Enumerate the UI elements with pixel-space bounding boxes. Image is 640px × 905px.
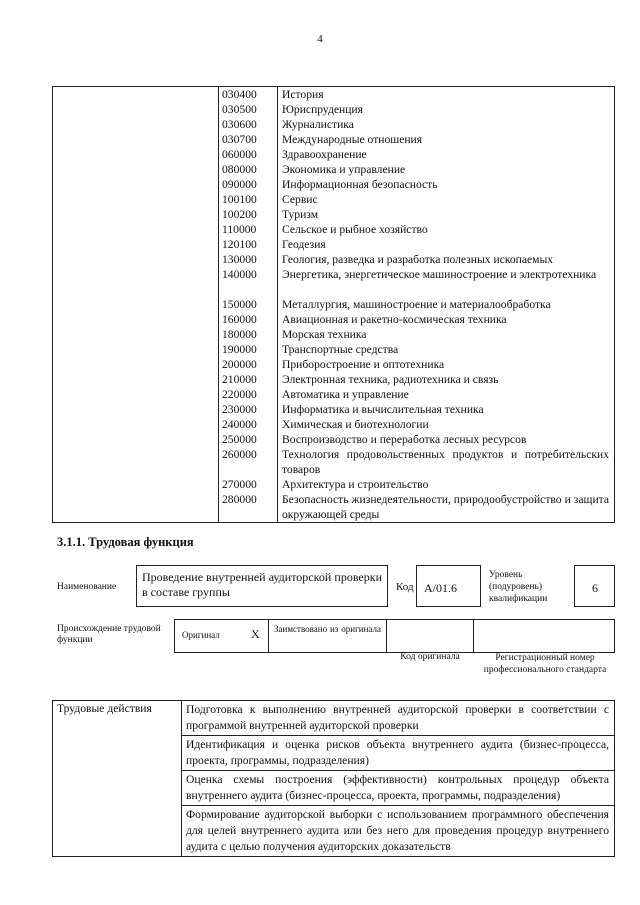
specialty-code: 100100 [222,193,257,206]
specialty-name: Воспроизводство и переработка лесных ресурсов [282,433,527,446]
labor-actions-header: Трудовые действия [53,701,182,857]
specialty-code: 150000 [222,298,257,311]
specialty-name: Информатика и вычислительная техника [282,403,484,416]
specialty-code: 210000 [222,373,257,386]
specialty-name: Технология продовольственных продуктов и потребительских товаров [282,448,609,476]
specialties-table [52,86,615,523]
specialty-code: 190000 [222,343,257,356]
specialty-name: Геодезия [282,238,326,251]
specialty-name: Здравоохранение [282,148,367,161]
original-mark: X [251,627,260,641]
section-heading: 3.1.1. Трудовая функция [57,535,194,549]
level-label: Уровень (подуровень) квалификации [489,570,548,604]
specialty-code: 270000 [222,478,257,491]
labor-action: Оценка схемы построения (эффективности) контрольных процедур объекта внутреннего аудита (бизнес-процесса, проекта, программы, подразделения) [182,771,615,806]
specialty-code: 120100 [222,238,257,251]
specialty-code: 030400 [222,88,257,101]
specialty-name: Авиационная и ракетно-космическая техника [282,313,507,326]
specialty-code: 060000 [222,148,257,161]
specialty-code: 240000 [222,418,257,431]
origin-code-cell [386,619,474,653]
page-number: 4 [317,33,323,45]
labor-actions-table [52,700,615,857]
specialty-code: 030500 [222,103,257,116]
specialty-code: 080000 [222,163,257,176]
labor-action: Идентификация и оценка рисков объекта внутреннего аудита (бизнес-процесса, проекта, программы, подразделения) [182,736,615,771]
specialty-name: Безопасность жизнедеятельности, природообустройство и защита окружающей среды [282,493,609,521]
specialty-code: 180000 [222,328,257,341]
specialty-code: 090000 [222,178,257,191]
specialty-name: Электронная техника, радиотехника и связь [282,373,499,386]
specialty-name: Автоматика и управление [282,388,409,401]
specialty-name: Международные отношения [282,133,423,146]
specialty-code: 250000 [222,433,257,446]
specialty-name: Сельское и рыбное хозяйство [282,223,428,236]
level-value: 6 [574,565,615,607]
specialty-name: Геология, разведка и разработка полезных ископаемых [282,253,554,266]
borrowed-cell: Заимствовано из оригинала [268,619,387,653]
reg-number-cell [473,619,615,653]
code-label: Код [396,581,414,593]
specialty-code: 030700 [222,133,257,146]
empty-cell [53,87,219,523]
specialty-name: Энергетика, энергетическое машиностроение и электротехника [282,268,597,281]
specialty-name: Архитектура и строительство [282,478,429,491]
specialty-code: 140000 [222,268,257,281]
specialty-name: Приборостроение и оптотехника [282,358,445,371]
specialty-name: Журналистика [282,118,354,131]
specialty-code: 260000 [222,448,257,461]
labor-action: Формирование аудиторской выборки с использованием программного обеспечения для целей внутреннего аудита или без него для проведения процедур внутреннего аудита с целью получения аудиторских доказательств [182,806,615,857]
specialty-name: Химическая и биотехнологии [282,418,429,431]
specialty-name: Транспортные средства [282,343,399,356]
name-label: Наименование [57,582,117,592]
original-cell [174,619,269,653]
specialty-code: 280000 [222,493,257,506]
specialty-code: 110000 [222,223,257,236]
origin-label: Происхождение трудовой функции [57,624,161,645]
specialty-name: Информационная безопасность [282,178,438,191]
name-value: Проведение внутренней аудиторской проверки в составе группы [136,565,388,607]
specialty-code: 030600 [222,118,257,131]
specialty-name: Туризм [282,208,319,221]
table-row [53,701,615,736]
code-value: А/01.6 [416,565,481,607]
labor-action: Подготовка к выполнению внутренней аудиторской проверки в соответствии с программой внутренней аудиторской проверки [182,701,615,736]
specialty-code: 200000 [222,358,257,371]
specialty-code: 230000 [222,403,257,416]
specialty-name: Морская техника [282,328,367,341]
original-label: Оригинал [182,630,220,640]
codes-column [219,87,278,523]
names-column [278,87,615,523]
reg-number-label: Регистрационный номер профессионального стандарта [483,653,607,675]
specialty-code: 160000 [222,313,257,326]
origin-code-label: Код оригинала [400,652,460,662]
specialty-name: Экономика и управление [282,163,406,176]
specialty-name: Сервис [282,193,318,206]
specialty-code: 130000 [222,253,257,266]
specialty-code: 220000 [222,388,257,401]
specialty-code: 100200 [222,208,257,221]
specialty-name: Металлургия, машиностроение и материалообработка [282,298,551,311]
specialty-name: История [282,88,324,101]
specialty-name: Юриспруденция [282,103,363,116]
